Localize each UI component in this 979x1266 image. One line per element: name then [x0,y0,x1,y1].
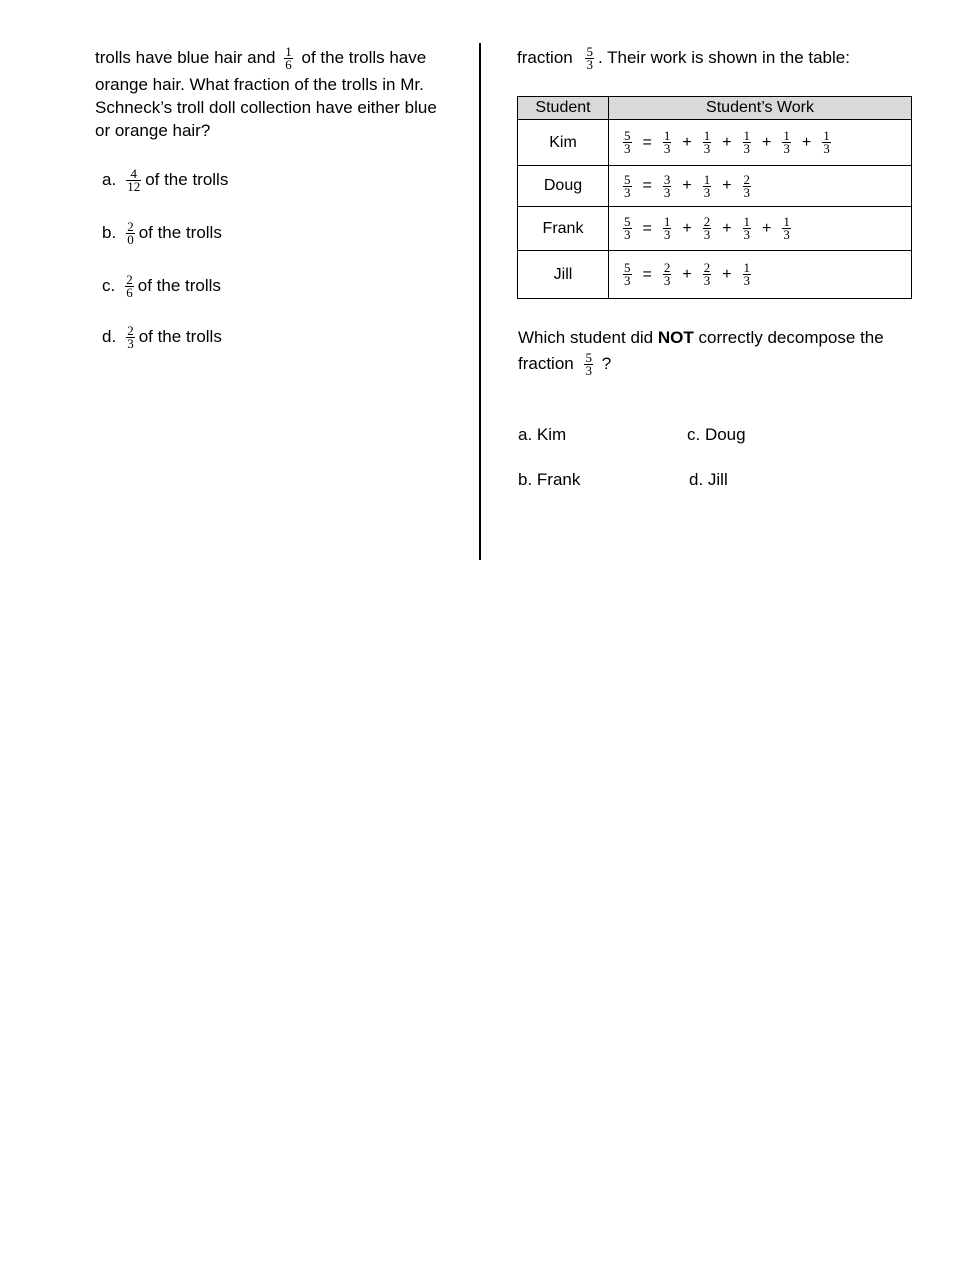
student-name: Jill [518,251,609,299]
student-work [609,120,912,166]
choice-c[interactable] [102,274,221,299]
fraction-blue: $\frac{1}{6}$ [285,44,292,73]
plus-sign: + [762,219,772,237]
question-mark: ? [601,354,612,373]
choice-text: of the trolls [145,170,229,189]
plus-sign: + [682,177,692,194]
term-fraction: $\frac{1}{3}$ [783,128,790,156]
student-work [609,251,912,299]
lhs-fraction: $\frac{5}{3}$ [624,128,631,156]
term-fraction: $\frac{2}{3}$ [703,260,711,288]
left-question-line-4: or orange hair? [95,121,211,140]
answer-a[interactable]: a. Kim [518,425,567,444]
term-fraction: $\frac{3}{3}$ [663,171,671,200]
choice-letter: a. [102,170,117,189]
choice-letter: d. [102,327,117,346]
term-fraction: $\frac{2}{3}$ [663,260,671,288]
left-question-line-1 [95,46,426,71]
plus-sign: + [762,133,772,151]
choice-fraction: $\frac{2}{6}$ [126,272,133,301]
plus-sign: + [801,133,812,151]
fraction-five-thirds: $\frac{5}{3}$ [585,350,592,379]
intro-text: fraction [517,48,573,67]
choice-text: of the trolls [137,276,221,295]
student-work [609,166,912,207]
choice-letter: c. [102,276,116,295]
equals-sign: = [642,177,652,194]
term-fraction: $\frac{1}{3}$ [823,128,830,156]
equals-sign: = [642,219,652,237]
lhs-fraction: $\frac{5}{3}$ [624,171,631,200]
table-header-row [518,97,912,120]
choice-b[interactable] [102,221,222,246]
question-line-1 [518,326,884,350]
term-fraction: $\frac{1}{3}$ [663,214,671,242]
student-work [609,207,912,251]
choice-a[interactable] [102,168,228,193]
term-fraction: $\frac{1}{3}$ [743,260,751,288]
choice-text: of the trolls [138,327,222,346]
header-work: Student’s Work [609,97,912,120]
term-fraction: $\frac{2}{3}$ [743,171,751,200]
question-line-2 [518,352,611,377]
choice-fraction: $\frac{2}{3}$ [127,323,134,352]
plus-sign: + [722,219,732,237]
question-text: correctly decompose the [698,328,884,347]
table-row [518,251,912,299]
student-name: Doug [518,166,609,207]
term-fraction: $\frac{2}{3}$ [703,214,711,242]
answer-c[interactable]: c. Doug [687,425,746,444]
term-fraction: $\frac{1}{3}$ [783,214,790,242]
question-text: trolls have blue hair and [95,48,276,67]
question-text: Which student did [518,328,654,347]
student-name: Frank [518,207,609,251]
column-divider [479,43,481,560]
equals-sign: = [642,133,652,151]
student-work-table [517,96,912,299]
plus-sign: + [682,219,692,237]
plus-sign: + [682,265,692,283]
right-intro-line [517,46,850,71]
term-fraction: $\frac{1}{3}$ [703,128,711,156]
term-fraction: $\frac{1}{3}$ [743,214,751,242]
lhs-fraction: $\frac{5}{3}$ [624,214,631,242]
term-fraction: $\frac{1}{3}$ [743,128,751,156]
left-question-line-3: Schneck’s troll doll collection have either blue [95,98,437,117]
equals-sign: = [642,265,652,283]
question-text: fraction [518,354,574,373]
student-name: Kim [518,120,609,166]
plus-sign: + [722,133,732,151]
choice-d[interactable] [102,325,222,350]
left-question-line-2: orange hair. What fraction of the trolls in Mr. [95,75,424,94]
answer-b[interactable]: b. Frank [518,470,581,489]
emphasis-not: NOT [657,328,694,347]
fraction-five-thirds: $\frac{5}{3}$ [586,44,593,73]
table-row [518,207,912,251]
lhs-fraction: $\frac{5}{3}$ [624,260,631,288]
question-text: of the trolls have [301,48,427,67]
table-row [518,120,912,166]
plus-sign: + [722,177,732,194]
header-student: Student [518,97,609,120]
choice-letter: b. [102,223,117,242]
plus-sign: + [722,265,732,283]
answer-d[interactable]: d. Jill [689,470,728,489]
term-fraction: $\frac{1}{3}$ [663,128,671,156]
choice-fraction: $\frac{4}{12}$ [127,166,141,195]
intro-text: . Their work is shown in the table: [597,48,850,67]
choice-text: of the trolls [138,223,222,242]
plus-sign: + [682,133,692,151]
choice-fraction: $\frac{2}{0}$ [127,219,134,248]
term-fraction: $\frac{1}{3}$ [703,171,711,200]
table-row [518,166,912,207]
